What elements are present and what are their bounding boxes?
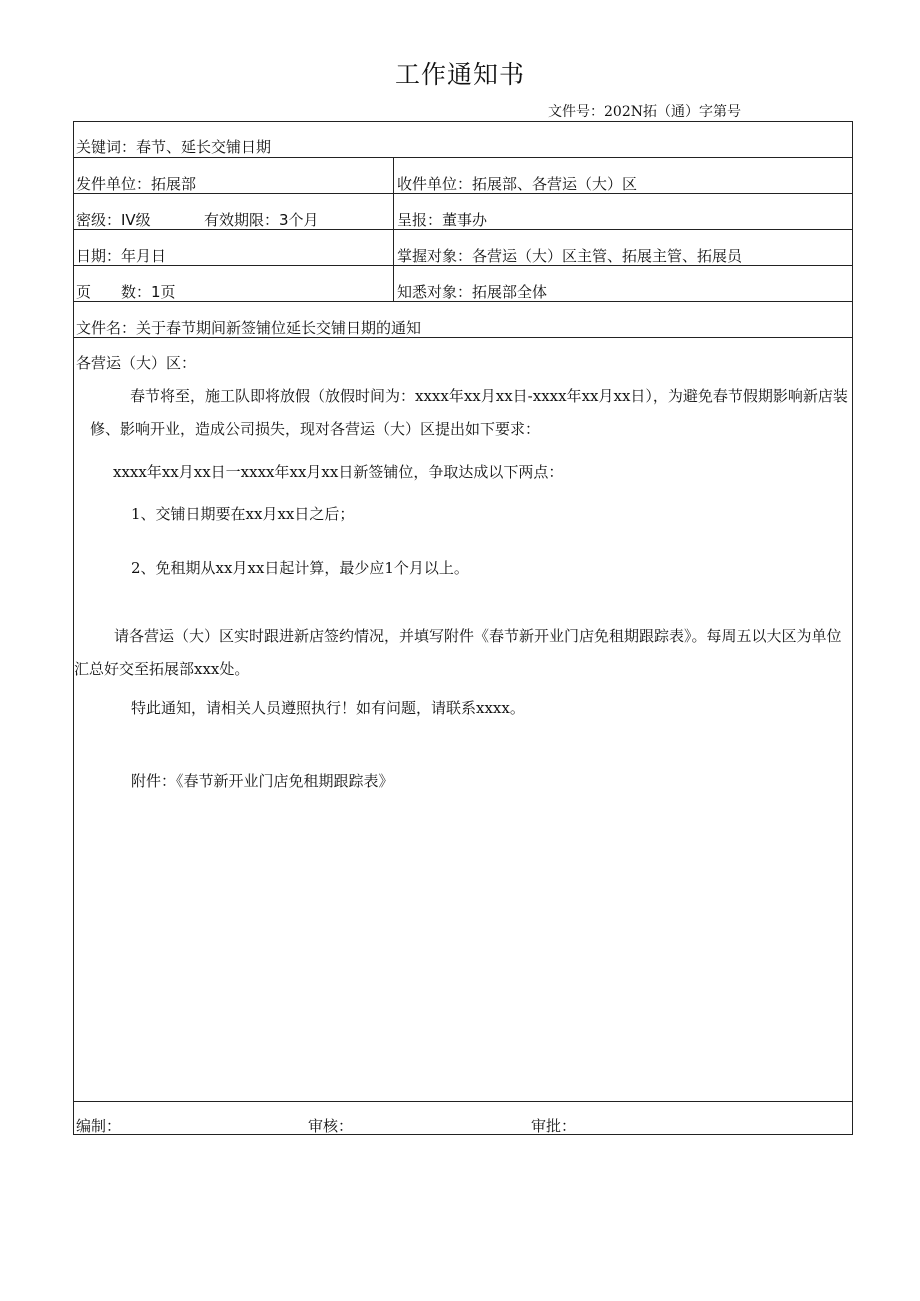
keywords-cell: 关键词：春节、延长交铺日期 (76, 138, 272, 156)
list-item-2: 2、免租期从xx月xx日起计算，最少应1个月以上。 (131, 559, 469, 577)
recipient-cell: 收件单位：拓展部、各营运（大）区 (397, 175, 638, 193)
document-number: 文件号：202N拓（通）字第号 (548, 104, 741, 120)
compiled-by-label: 编制： (76, 1117, 122, 1135)
master-target-cell: 掌握对象：各营运（大）区主管、拓展主管、拓展员 (397, 247, 743, 265)
issuer-cell: 发件单位：拓展部 (76, 175, 197, 193)
column-divider (393, 157, 394, 301)
body-paragraph-2: xxxx年xx月xx日一xxxx年xx月xx日新签铺位，争取达成以下两点： (113, 463, 564, 481)
secret-level-cell: 密级：IV级 (76, 211, 151, 229)
salutation: 各营运（大）区： (76, 354, 197, 372)
attachment-line: 附件：《春节新开业门店免租期跟踪表》 (131, 772, 394, 790)
pages-cell: 页 数：1页 (76, 283, 176, 301)
file-name-cell: 文件名：关于春节期间新签铺位延长交铺日期的通知 (76, 319, 422, 337)
date-cell: 日期：年月日 (76, 247, 167, 265)
body-paragraph-3: 请各营运（大）区实时跟进新店签约情况，并填写附件《春节新开业门店免租期跟踪表》。每周五以大区为单位汇总好交至拓展部xxx处。 (74, 627, 842, 678)
list-item-1: 1、交铺日期要在xx月xx日之后； (131, 505, 355, 523)
footer-divider (73, 1101, 853, 1102)
body-paragraph-4: 特此通知，请相关人员遵照执行！如有问题，请联系xxxx。 (131, 699, 525, 717)
report-to-cell: 呈报：董事办 (397, 211, 488, 229)
approved-by-label: 审批： (531, 1117, 577, 1135)
row-divider (73, 157, 853, 158)
validity-cell: 有效期限：3个月 (204, 211, 319, 229)
document-title: 工作通知书 (394, 60, 525, 89)
reviewed-by-label: 审核： (308, 1117, 354, 1135)
inform-target-cell: 知悉对象：拓展部全体 (397, 283, 548, 301)
body-paragraph-1: 春节将至，施工队即将放假（放假时间为：xxxx年xx月xx日-xxxx年xx月xx日），为避免春节假期影响新店装修、影响开业，造成公司损失，现对各营运（大）区提出如下要求： (90, 387, 848, 438)
